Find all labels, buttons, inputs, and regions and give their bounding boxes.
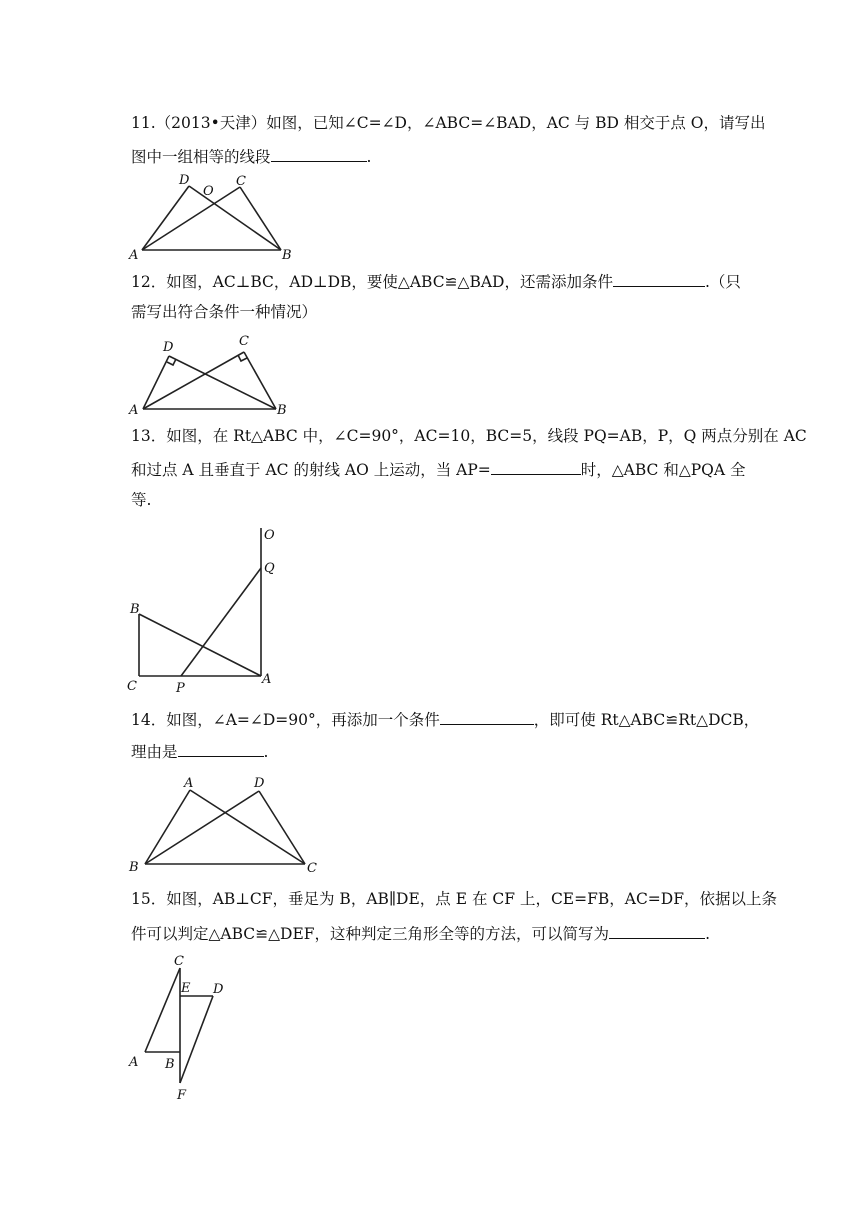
label-d: D bbox=[213, 982, 224, 997]
segment-ac bbox=[145, 968, 180, 1052]
problem-15-line-1: 15．如图，AB⊥CF，垂足为 B，AB∥DE，点 E 在 CF 上，CE=FB，AC=DF，依据以上条 bbox=[131, 890, 777, 908]
label-a: A bbox=[129, 403, 139, 418]
problem-14-line-1: 14．如图，∠A=∠D=90°，再添加一个条件 ，即可使 Rt△ABC≌Rt△DCB， bbox=[131, 708, 759, 730]
problem-13-line-1: 13．如图，在 Rt△ABC 中，∠C=90°，AC=10，BC=5，线段 PQ=AB，P，Q 两点分别在 AC bbox=[131, 427, 807, 445]
label-a: A bbox=[262, 672, 272, 687]
problem-12-line-1: 12．如图，AC⊥BC，AD⊥DB，要使△ABC≌△BAD，还需添加条件 .（只 bbox=[131, 270, 741, 292]
label-b: B bbox=[130, 602, 140, 617]
label-c: C bbox=[127, 679, 137, 694]
label-c: C bbox=[239, 334, 249, 349]
problem-13-line-2: 和过点 A 且垂直于 AC 的射线 AO 上运动，当 AP= 时，△ABC 和△PQA 全 bbox=[131, 458, 746, 480]
label-q: Q bbox=[264, 561, 275, 576]
label-o: O bbox=[264, 528, 275, 543]
label-b: B bbox=[165, 1057, 175, 1072]
label-e: E bbox=[181, 981, 191, 996]
label-c: C bbox=[236, 174, 246, 189]
problem-11-line-2: 图中一组相等的线段 . bbox=[131, 145, 371, 167]
label-b: B bbox=[129, 860, 139, 875]
label-o: O bbox=[203, 184, 214, 199]
problem-12-line-2: 需写出符合条件一种情况） bbox=[131, 303, 318, 321]
problem-15-line-2: 件可以判定△ABC≌△DEF，这种判定三角形全等的方法，可以简写为 . bbox=[131, 922, 710, 944]
label-c: C bbox=[174, 954, 184, 969]
segment-df bbox=[180, 996, 213, 1083]
label-f: F bbox=[177, 1088, 187, 1103]
problem-11-line-1: 11.（2013•天津）如图，已知∠C=∠D，∠ABC=∠BAD，AC 与 BD 相交于点 O，请写出 bbox=[131, 114, 766, 132]
label-a: A bbox=[184, 776, 194, 791]
label-a: A bbox=[129, 248, 139, 263]
label-d: D bbox=[179, 173, 190, 188]
label-b: B bbox=[277, 403, 287, 418]
label-p: P bbox=[176, 681, 185, 696]
label-d: D bbox=[163, 340, 174, 355]
label-d: D bbox=[254, 776, 265, 791]
label-c: C bbox=[307, 861, 317, 876]
label-b: B bbox=[282, 248, 292, 263]
problem-14-line-2: 理由是 . bbox=[131, 740, 268, 762]
problem-13-line-3: 等. bbox=[131, 491, 152, 509]
label-a: A bbox=[129, 1055, 139, 1070]
